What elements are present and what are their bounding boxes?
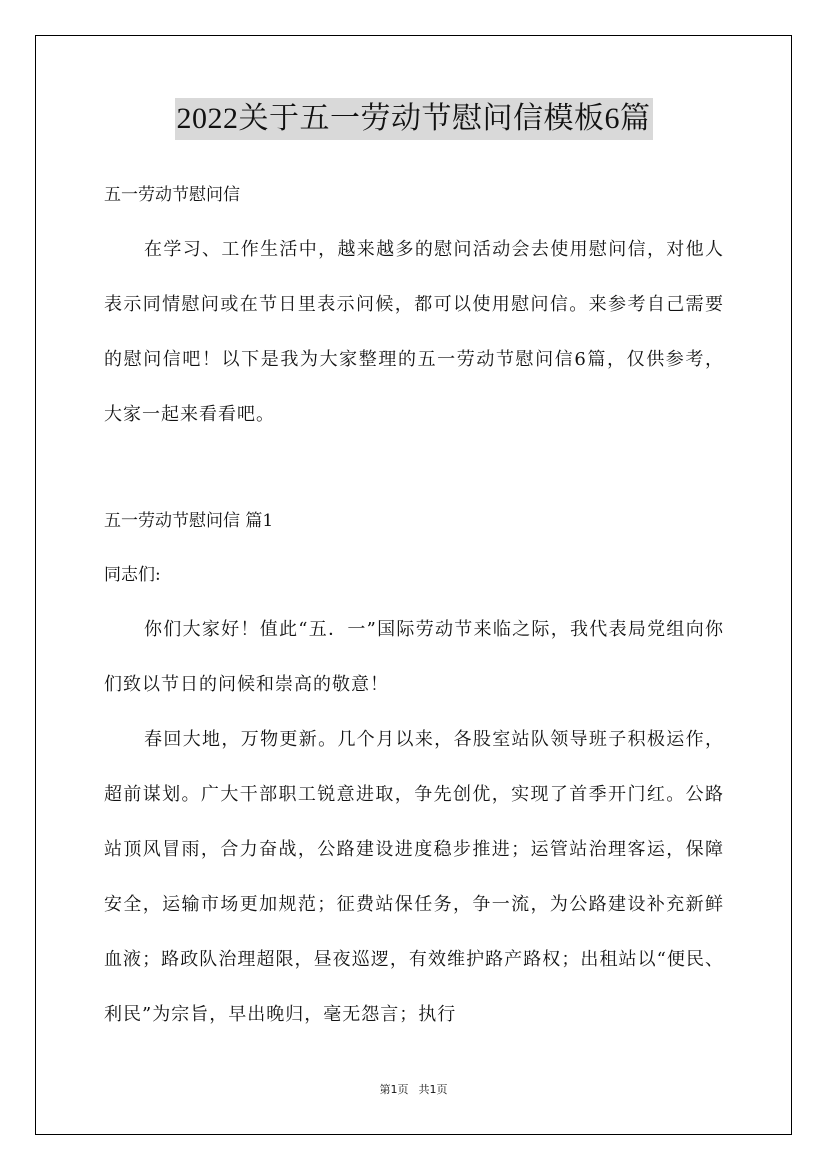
body-paragraph-2: 春回大地，万物更新。几个月以来，各股室站队领导班子积极运作，超前谋划。广大干部职工锐意进取，争先创优，实现了首季开门红。公路站顶风冒雨，合力奋战，公路建设进度稳步推进；运管站治理客运，保障安全，运输市场更加规范；征费站保任务，争一流，为公路建设补充新鲜血液；路政队治理超限，昼夜巡逻，有效维护路产路权；出租站以“便民、利民”为宗旨，早出晚归，毫无怨言；执行: [104, 729, 724, 1025]
page-footer: [0, 1081, 827, 1097]
salutation: 同志们:: [104, 565, 161, 585]
page-number: 第1页: [379, 1083, 409, 1096]
intro-heading: 五一劳动节慰问信: [104, 185, 240, 205]
intro-paragraph: 在学习、工作生活中，越来越多的慰问活动会去使用慰问信，对他人表示同情慰问或在节日里表示问候，都可以使用慰问信。来参考自己需要的慰问信吧！以下是我为大家整理的五一劳动节慰问信6篇，仅供参考，大家一起来看看吧。: [104, 239, 724, 425]
page-total: 共1页: [418, 1083, 448, 1096]
section-heading: 五一劳动节慰问信 篇1: [104, 511, 274, 531]
title-container: [0, 98, 827, 140]
document-title: 2022关于五一劳动节慰问信模板6篇: [175, 98, 653, 140]
body-paragraph-1: 你们大家好！值此“五．一”国际劳动节来临之际，我代表局党组向你们致以节日的问候和崇高的敬意！: [104, 619, 724, 695]
document-body: [104, 168, 724, 1042]
section-spacer: [104, 442, 724, 494]
